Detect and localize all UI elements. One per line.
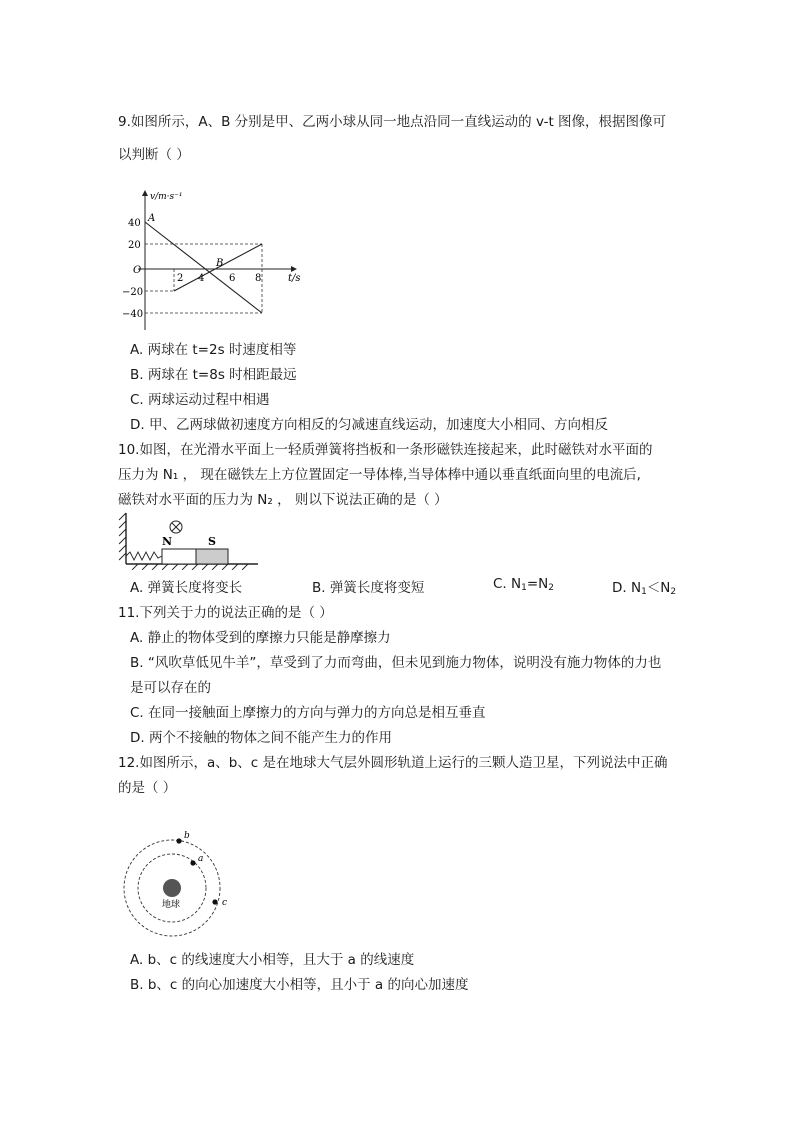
- x-tick: 4: [198, 273, 205, 284]
- magnet-n-half: [162, 549, 196, 564]
- earth-label: 地球: [162, 900, 181, 910]
- q11-option-c: C. 在同一接触面上摩擦力的方向与弹力的方向总是相互垂直: [130, 705, 486, 721]
- q12-stem-line2: 的是（ ）: [118, 780, 177, 796]
- y-tick: 20: [128, 240, 141, 251]
- q11-option-a: A. 静止的物体受到的摩擦力只能是静摩擦力: [130, 630, 391, 646]
- q12-option-b: B. b、c 的向心加速度大小相等，且小于 a 的向心加速度: [130, 977, 469, 993]
- satellite-c-label: c: [222, 898, 228, 908]
- x-tick: 6: [229, 273, 236, 284]
- y-tick: −40: [122, 309, 144, 320]
- satellite-b-label: b: [184, 831, 190, 841]
- line-a-label: A: [148, 213, 156, 224]
- x-tick: 2: [177, 273, 184, 284]
- y-tick: −20: [122, 287, 144, 298]
- origin-label: O: [133, 265, 142, 276]
- q10-option-a: A. 弹簧长度将变长: [130, 580, 243, 596]
- y-axis-label: v/m·s⁻¹: [150, 192, 183, 202]
- q11-option-b-line1: B. “风吹草低见牛羊”，草受到了力而弯曲，但未见到施力物体，说明没有施力物体的力也: [130, 655, 662, 671]
- y-tick: 40: [128, 218, 141, 229]
- pole-n-label: N: [162, 535, 173, 548]
- q9-option-b: B. 两球在 t=8s 时相距最远: [130, 367, 297, 383]
- line-a: [145, 222, 262, 313]
- magnet-figure: [118, 508, 263, 570]
- x-axis-label: t/s: [288, 273, 301, 284]
- q9-option-c: C. 两球运动过程中相遇: [130, 392, 270, 408]
- q9-option-a: A. 两球在 t=2s 时速度相等: [130, 342, 297, 358]
- x-tick: 8: [255, 273, 262, 284]
- q10-option-d: D. $N_1<N_2$: [612, 580, 677, 597]
- orbit-figure: [118, 830, 238, 940]
- q11-option-d: D. 两个不接触的物体之间不能产生力的作用: [130, 730, 392, 746]
- q9-option-d: D. 甲、乙两球做初速度方向相反的匀减速直线运动，加速度大小相同、方向相反: [130, 417, 608, 433]
- q12-stem-line1: 12.如图所示，a、b、c 是在地球大气层外圆形轨道上运行的三颗人造卫星，下列说法中正确: [118, 755, 668, 771]
- pole-s-label: S: [208, 535, 216, 548]
- satellite-c: [212, 899, 217, 904]
- earth-icon: [163, 879, 181, 897]
- q10-option-c: C. $N_1=N_2$: [493, 576, 554, 593]
- satellite-a-label: a: [198, 854, 204, 864]
- magnet-s-half: [196, 549, 228, 564]
- q10-stem-line3: 磁铁对水平面的压力为 N₂ ， 则以下说法正确的是（ ）: [118, 492, 448, 508]
- q12-option-a: A. b、c 的线速度大小相等，且大于 a 的线速度: [130, 952, 415, 968]
- q10-option-b: B. 弹簧长度将变短: [312, 580, 425, 596]
- q10-stem-line1: 10.如图，在光滑水平面上一轻质弹簧将挡板和一条形磁铁连接起来，此时磁铁对水平面的: [118, 442, 653, 458]
- q11-option-b-line2: 是可以存在的: [130, 680, 211, 696]
- vt-graph: [118, 185, 308, 335]
- satellite-b: [176, 838, 181, 843]
- q9-stem-line1: 9.如图所示，A、B 分别是甲、乙两小球从同一地点沿同一直线运动的 v-t 图像，根据图像可: [118, 114, 667, 130]
- q9-stem-line2: 以判断（ ）: [118, 147, 190, 163]
- satellite-a: [190, 860, 195, 865]
- line-b-label: B: [216, 258, 224, 269]
- q11-stem: 11.下列关于力的说法正确的是（ ）: [118, 605, 333, 621]
- q10-stem-line2: 压力为 N₁ ， 现在磁铁左上方位置固定一导体棒,当导体棒中通以垂直纸面向里的电流后,: [118, 467, 641, 483]
- spring: [126, 552, 162, 560]
